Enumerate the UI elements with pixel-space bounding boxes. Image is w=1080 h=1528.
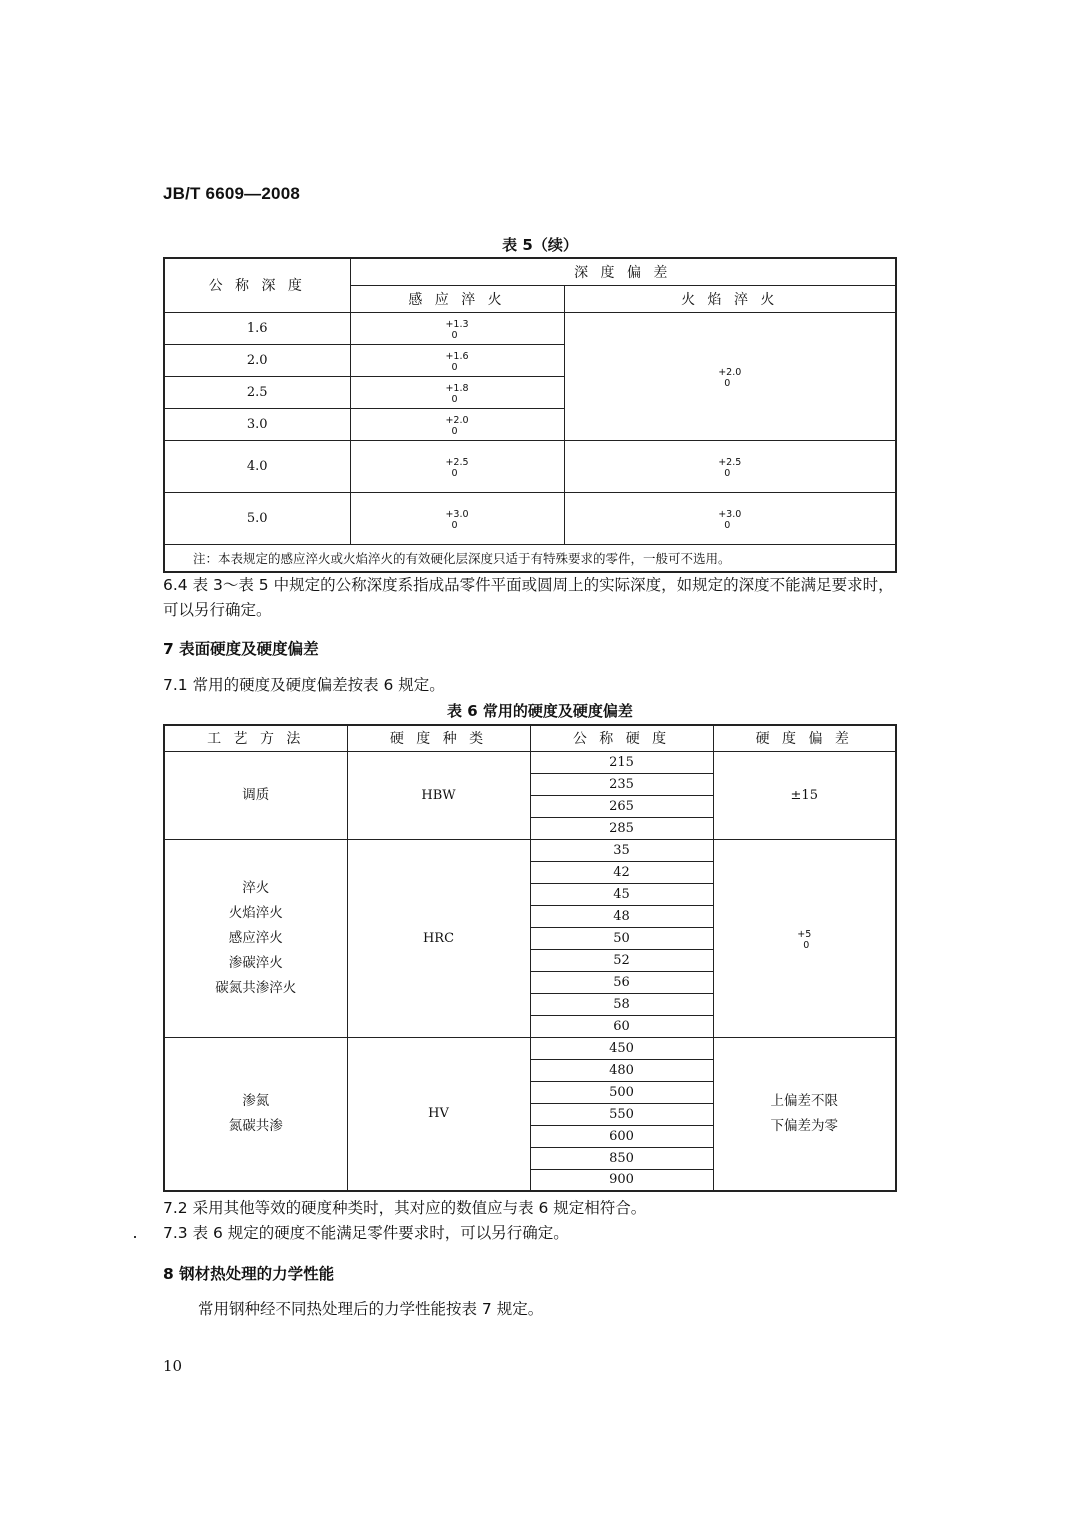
table5-depth-cell: 4.0 <box>164 440 350 492</box>
table6-value-cell: 550 <box>530 1103 713 1125</box>
table6-value-cell: 480 <box>530 1059 713 1081</box>
table5-caption: 表 5（续） <box>502 236 578 254</box>
table6-value-cell: 35 <box>530 839 713 861</box>
table6-process-cell: 调质 <box>164 751 347 839</box>
table5-depth-cell: 5.0 <box>164 492 350 544</box>
table5-note: 注：本表规定的感应淬火或火焰淬火的有效硬化层深度只适于有特殊要求的零件，一般可不选用。 <box>164 544 896 572</box>
table5-header-nominal-depth: 公 称 深 度 <box>164 258 350 312</box>
table5-induction-tolerance: +1.6 0 <box>350 344 564 376</box>
table6-value-cell: 235 <box>530 773 713 795</box>
table6-value-cell: 500 <box>530 1081 713 1103</box>
section-8-heading: 8 钢材热处理的力学性能 <box>163 1265 335 1283</box>
table5-depth-cell: 1.6 <box>164 312 350 344</box>
table5-header-flame: 火 焰 淬 火 <box>564 285 896 312</box>
table6-header-process: 工 艺 方 法 <box>164 725 347 751</box>
table6-value-cell: 450 <box>530 1037 713 1059</box>
table5-depth-cell: 3.0 <box>164 408 350 440</box>
table6-value-cell: 45 <box>530 883 713 905</box>
table5-header-depth-deviation: 深 度 偏 差 <box>350 258 896 285</box>
table6-value-cell: 265 <box>530 795 713 817</box>
table6-value-cell: 56 <box>530 971 713 993</box>
table6-value-cell: 600 <box>530 1125 713 1147</box>
page-number: 10 <box>163 1357 183 1375</box>
standard-code-header: JB/T 6609—2008 <box>163 184 300 203</box>
table6-value-cell: 48 <box>530 905 713 927</box>
paragraph-6-4: 6.4 表 3～表 5 中规定的公称深度系指成品零件平面或圆周上的实际深度，如规定的深度不能满足要求时，可以另行确定。 <box>163 576 894 619</box>
table5-flame-tolerance-merged: +2.0 0 <box>564 312 896 440</box>
table6-type-cell: HBW <box>347 751 530 839</box>
paragraph-7-1: 7.1 常用的硬度及硬度偏差按表 6 规定。 <box>163 676 445 694</box>
table6-value-cell: 58 <box>530 993 713 1015</box>
table5-depth-deviation <box>163 257 897 573</box>
table6-value-cell: 215 <box>530 751 713 773</box>
scan-speck <box>134 1236 136 1238</box>
table6-type-cell: HV <box>347 1037 530 1191</box>
section-7-heading: 7 表面硬度及硬度偏差 <box>163 640 319 658</box>
paragraph-7-2: 7.2 采用其他等效的硬度种类时，其对应的数值应与表 6 规定相符合。 <box>163 1199 647 1217</box>
table5-induction-tolerance: +2.5 0 <box>350 440 564 492</box>
table6-caption: 表 6 常用的硬度及硬度偏差 <box>447 702 633 720</box>
table6-header-hardness-type: 硬 度 种 类 <box>347 725 530 751</box>
table6-value-cell: 50 <box>530 927 713 949</box>
table6-type-cell: HRC <box>347 839 530 1037</box>
paragraph-8: 常用钢种经不同热处理后的力学性能按表 7 规定。 <box>198 1300 544 1318</box>
table6-value-cell: 850 <box>530 1147 713 1169</box>
table5-flame-tolerance: +3.0 0 <box>564 492 896 544</box>
table6-deviation-cell: +5 0 <box>713 839 896 1037</box>
paragraph-7-3: 7.3 表 6 规定的硬度不能满足零件要求时，可以另行确定。 <box>163 1224 569 1242</box>
table5-depth-cell: 2.0 <box>164 344 350 376</box>
table6-deviation-cell: 上偏差不限 下偏差为零 <box>713 1037 896 1191</box>
table6-deviation-cell: ±15 <box>713 751 896 839</box>
table5-depth-cell: 2.5 <box>164 376 350 408</box>
table5-induction-tolerance: +1.3 0 <box>350 312 564 344</box>
table6-value-cell: 52 <box>530 949 713 971</box>
table6-process-cell: 淬火 火焰淬火 感应淬火 渗碳淬火 碳氮共渗淬火 <box>164 839 347 1037</box>
table5-induction-tolerance: +3.0 0 <box>350 492 564 544</box>
table6-value-cell: 42 <box>530 861 713 883</box>
table6-value-cell: 285 <box>530 817 713 839</box>
table6-value-cell: 900 <box>530 1169 713 1191</box>
table5-header-induction: 感 应 淬 火 <box>350 285 564 312</box>
table6-header-hardness-deviation: 硬 度 偏 差 <box>713 725 896 751</box>
table5-flame-tolerance: +2.5 0 <box>564 440 896 492</box>
table6-header-nominal-hardness: 公 称 硬 度 <box>530 725 713 751</box>
table6-value-cell: 60 <box>530 1015 713 1037</box>
table6-hardness <box>163 724 897 1192</box>
table6-process-cell: 渗氮 氮碳共渗 <box>164 1037 347 1191</box>
table5-induction-tolerance: +1.8 0 <box>350 376 564 408</box>
table5-induction-tolerance: +2.0 0 <box>350 408 564 440</box>
